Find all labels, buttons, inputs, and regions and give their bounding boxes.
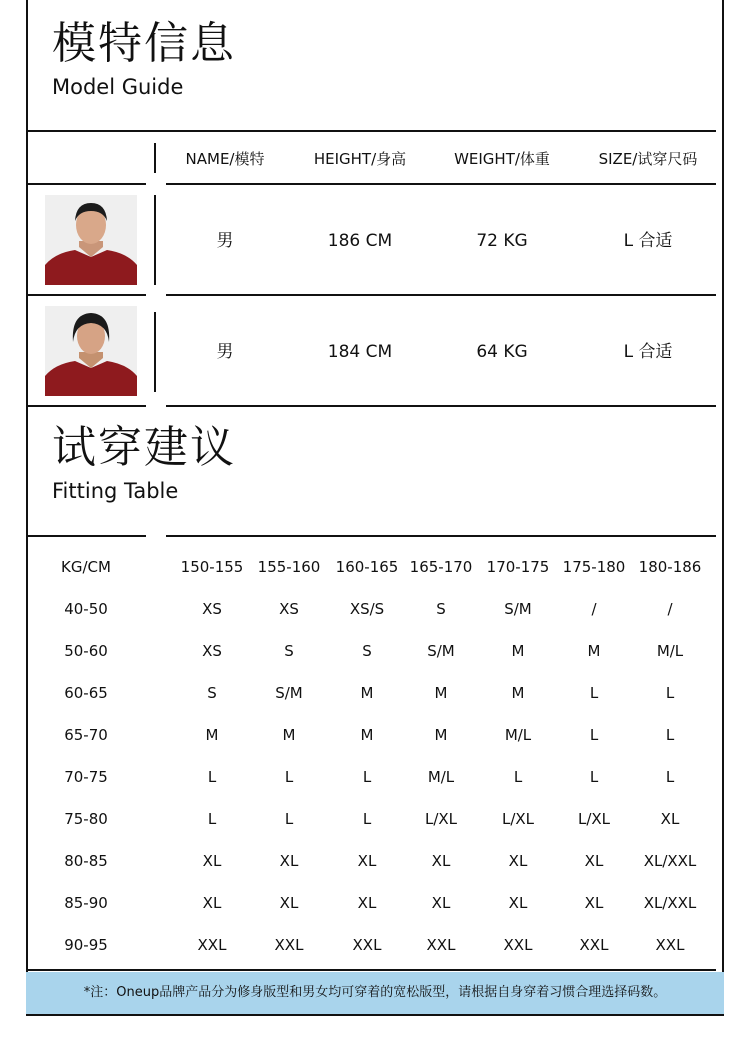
size-cell: XL <box>357 894 377 912</box>
size-cell: L <box>665 684 675 702</box>
size-cell: XXL <box>274 936 304 954</box>
row1-weight: 72 KG <box>476 231 528 251</box>
frame-left-line-top <box>26 0 28 130</box>
weight-row-label: 60-65 <box>64 684 108 702</box>
size-cell: XS/S <box>349 600 385 618</box>
size-cell: M <box>434 684 448 702</box>
fitting-table-title-cn: 试穿建议 <box>52 422 236 473</box>
size-cell: M <box>282 726 296 744</box>
note-bottom-line <box>26 1014 724 1016</box>
row1-bottom-line-left <box>26 294 146 296</box>
height-column-header: 175-180 <box>562 558 626 576</box>
size-cell: L/XL <box>424 810 458 828</box>
size-cell: XL/XXL <box>643 894 697 912</box>
height-column-header: 155-160 <box>257 558 321 576</box>
height-column-header: 165-170 <box>409 558 473 576</box>
row2-bottom-line-left <box>26 405 146 407</box>
height-column-header: 180-186 <box>638 558 702 576</box>
row2-height: 184 CM <box>327 342 393 362</box>
frame-left-line-mid <box>26 130 28 408</box>
size-cell: XL <box>584 894 604 912</box>
size-cell: XL <box>508 852 528 870</box>
size-cell: XXL <box>579 936 609 954</box>
height-column-header: 150-155 <box>180 558 244 576</box>
height-column-header: 170-175 <box>486 558 550 576</box>
header-height: HEIGHT/身高 <box>313 150 407 168</box>
size-cell: L <box>284 810 294 828</box>
fitting-bottom-line <box>26 969 716 971</box>
size-cell: S/M <box>427 642 455 660</box>
size-cell: L <box>284 768 294 786</box>
row2-size: L 合适 <box>623 342 673 362</box>
size-cell: M <box>434 726 448 744</box>
weight-row-label: 50-60 <box>64 642 108 660</box>
size-cell: XXL <box>426 936 456 954</box>
row1-bottom-line-right <box>166 294 716 296</box>
size-cell: M/L <box>427 768 455 786</box>
size-cell: L/XL <box>577 810 611 828</box>
size-cell: M <box>205 726 219 744</box>
size-cell: XXL <box>197 936 227 954</box>
corner-label: KG/CM <box>61 558 111 576</box>
size-cell: / <box>667 600 673 618</box>
model-guide-title-cn: 模特信息 <box>52 18 236 69</box>
header-bottom-line-left <box>26 183 146 185</box>
size-cell: XXL <box>503 936 533 954</box>
size-cell: XXL <box>352 936 382 954</box>
size-cell: XL <box>357 852 377 870</box>
size-cell: S <box>362 642 372 660</box>
fitting-table-title-en: Fitting Table <box>52 479 179 503</box>
weight-row-label: 40-50 <box>64 600 108 618</box>
size-cell: XL <box>202 894 222 912</box>
row1-height: 186 CM <box>327 231 393 251</box>
size-cell: XXL <box>655 936 685 954</box>
size-cell: S <box>284 642 294 660</box>
size-cell: / <box>591 600 597 618</box>
size-cell: XL <box>279 894 299 912</box>
weight-row-label: 70-75 <box>64 768 108 786</box>
fitting-top-line-left <box>26 535 146 537</box>
weight-row-label: 65-70 <box>64 726 108 744</box>
weight-row-label: 90-95 <box>64 936 108 954</box>
header-size: SIZE/试穿尺码 <box>598 150 698 168</box>
row2-bottom-line-right <box>166 405 716 407</box>
row2-name: 男 <box>216 342 234 362</box>
frame-left-line-bottom <box>26 408 28 1016</box>
weight-row-label: 80-85 <box>64 852 108 870</box>
row1-size: L 合适 <box>623 231 673 251</box>
size-cell: M <box>360 684 374 702</box>
size-cell: S <box>207 684 217 702</box>
size-cell: M <box>511 684 525 702</box>
size-cell: XL <box>431 852 451 870</box>
fitting-note: *注：Oneup品牌产品分为修身版型和男女均可穿着的宽松版型，请根据自身穿着习惯合理选择码数。 <box>26 972 724 1014</box>
size-cell: XL <box>202 852 222 870</box>
size-cell: L <box>665 726 675 744</box>
row2-weight: 64 KG <box>476 342 528 362</box>
size-cell: S/M <box>275 684 303 702</box>
size-cell: XL <box>431 894 451 912</box>
size-cell: XL <box>584 852 604 870</box>
header-name: NAME/模特 <box>185 150 265 168</box>
size-cell: L <box>362 810 372 828</box>
row1-name: 男 <box>216 231 234 251</box>
size-cell: M <box>360 726 374 744</box>
size-cell: XL/XXL <box>643 852 697 870</box>
size-cell: L <box>589 726 599 744</box>
size-cell: M <box>511 642 525 660</box>
size-cell: M <box>587 642 601 660</box>
size-cell: L <box>513 768 523 786</box>
model-table-top-line <box>26 130 716 132</box>
size-cell: L <box>362 768 372 786</box>
size-cell: XL <box>660 810 680 828</box>
size-cell: S/M <box>504 600 532 618</box>
size-cell: XS <box>202 642 222 660</box>
size-cell: L <box>207 768 217 786</box>
size-cell: XL <box>279 852 299 870</box>
size-cell: M/L <box>656 642 684 660</box>
height-column-header: 160-165 <box>335 558 399 576</box>
model-photo-2 <box>45 306 137 396</box>
size-cell: XS <box>202 600 222 618</box>
weight-row-label: 85-90 <box>64 894 108 912</box>
model-photo-1 <box>45 195 137 285</box>
frame-right-line <box>722 0 724 1016</box>
size-cell: L <box>207 810 217 828</box>
header-weight: WEIGHT/体重 <box>454 150 550 168</box>
size-cell: S <box>436 600 446 618</box>
size-cell: L <box>665 768 675 786</box>
size-cell: M/L <box>504 726 532 744</box>
size-cell: L <box>589 768 599 786</box>
size-cell: XL <box>508 894 528 912</box>
size-cell: XS <box>279 600 299 618</box>
fitting-top-line-right <box>166 535 716 537</box>
weight-row-label: 75-80 <box>64 810 108 828</box>
model-guide-title-en: Model Guide <box>52 75 184 99</box>
size-cell: L <box>589 684 599 702</box>
header-bottom-line-right <box>166 183 716 185</box>
size-cell: L/XL <box>501 810 535 828</box>
